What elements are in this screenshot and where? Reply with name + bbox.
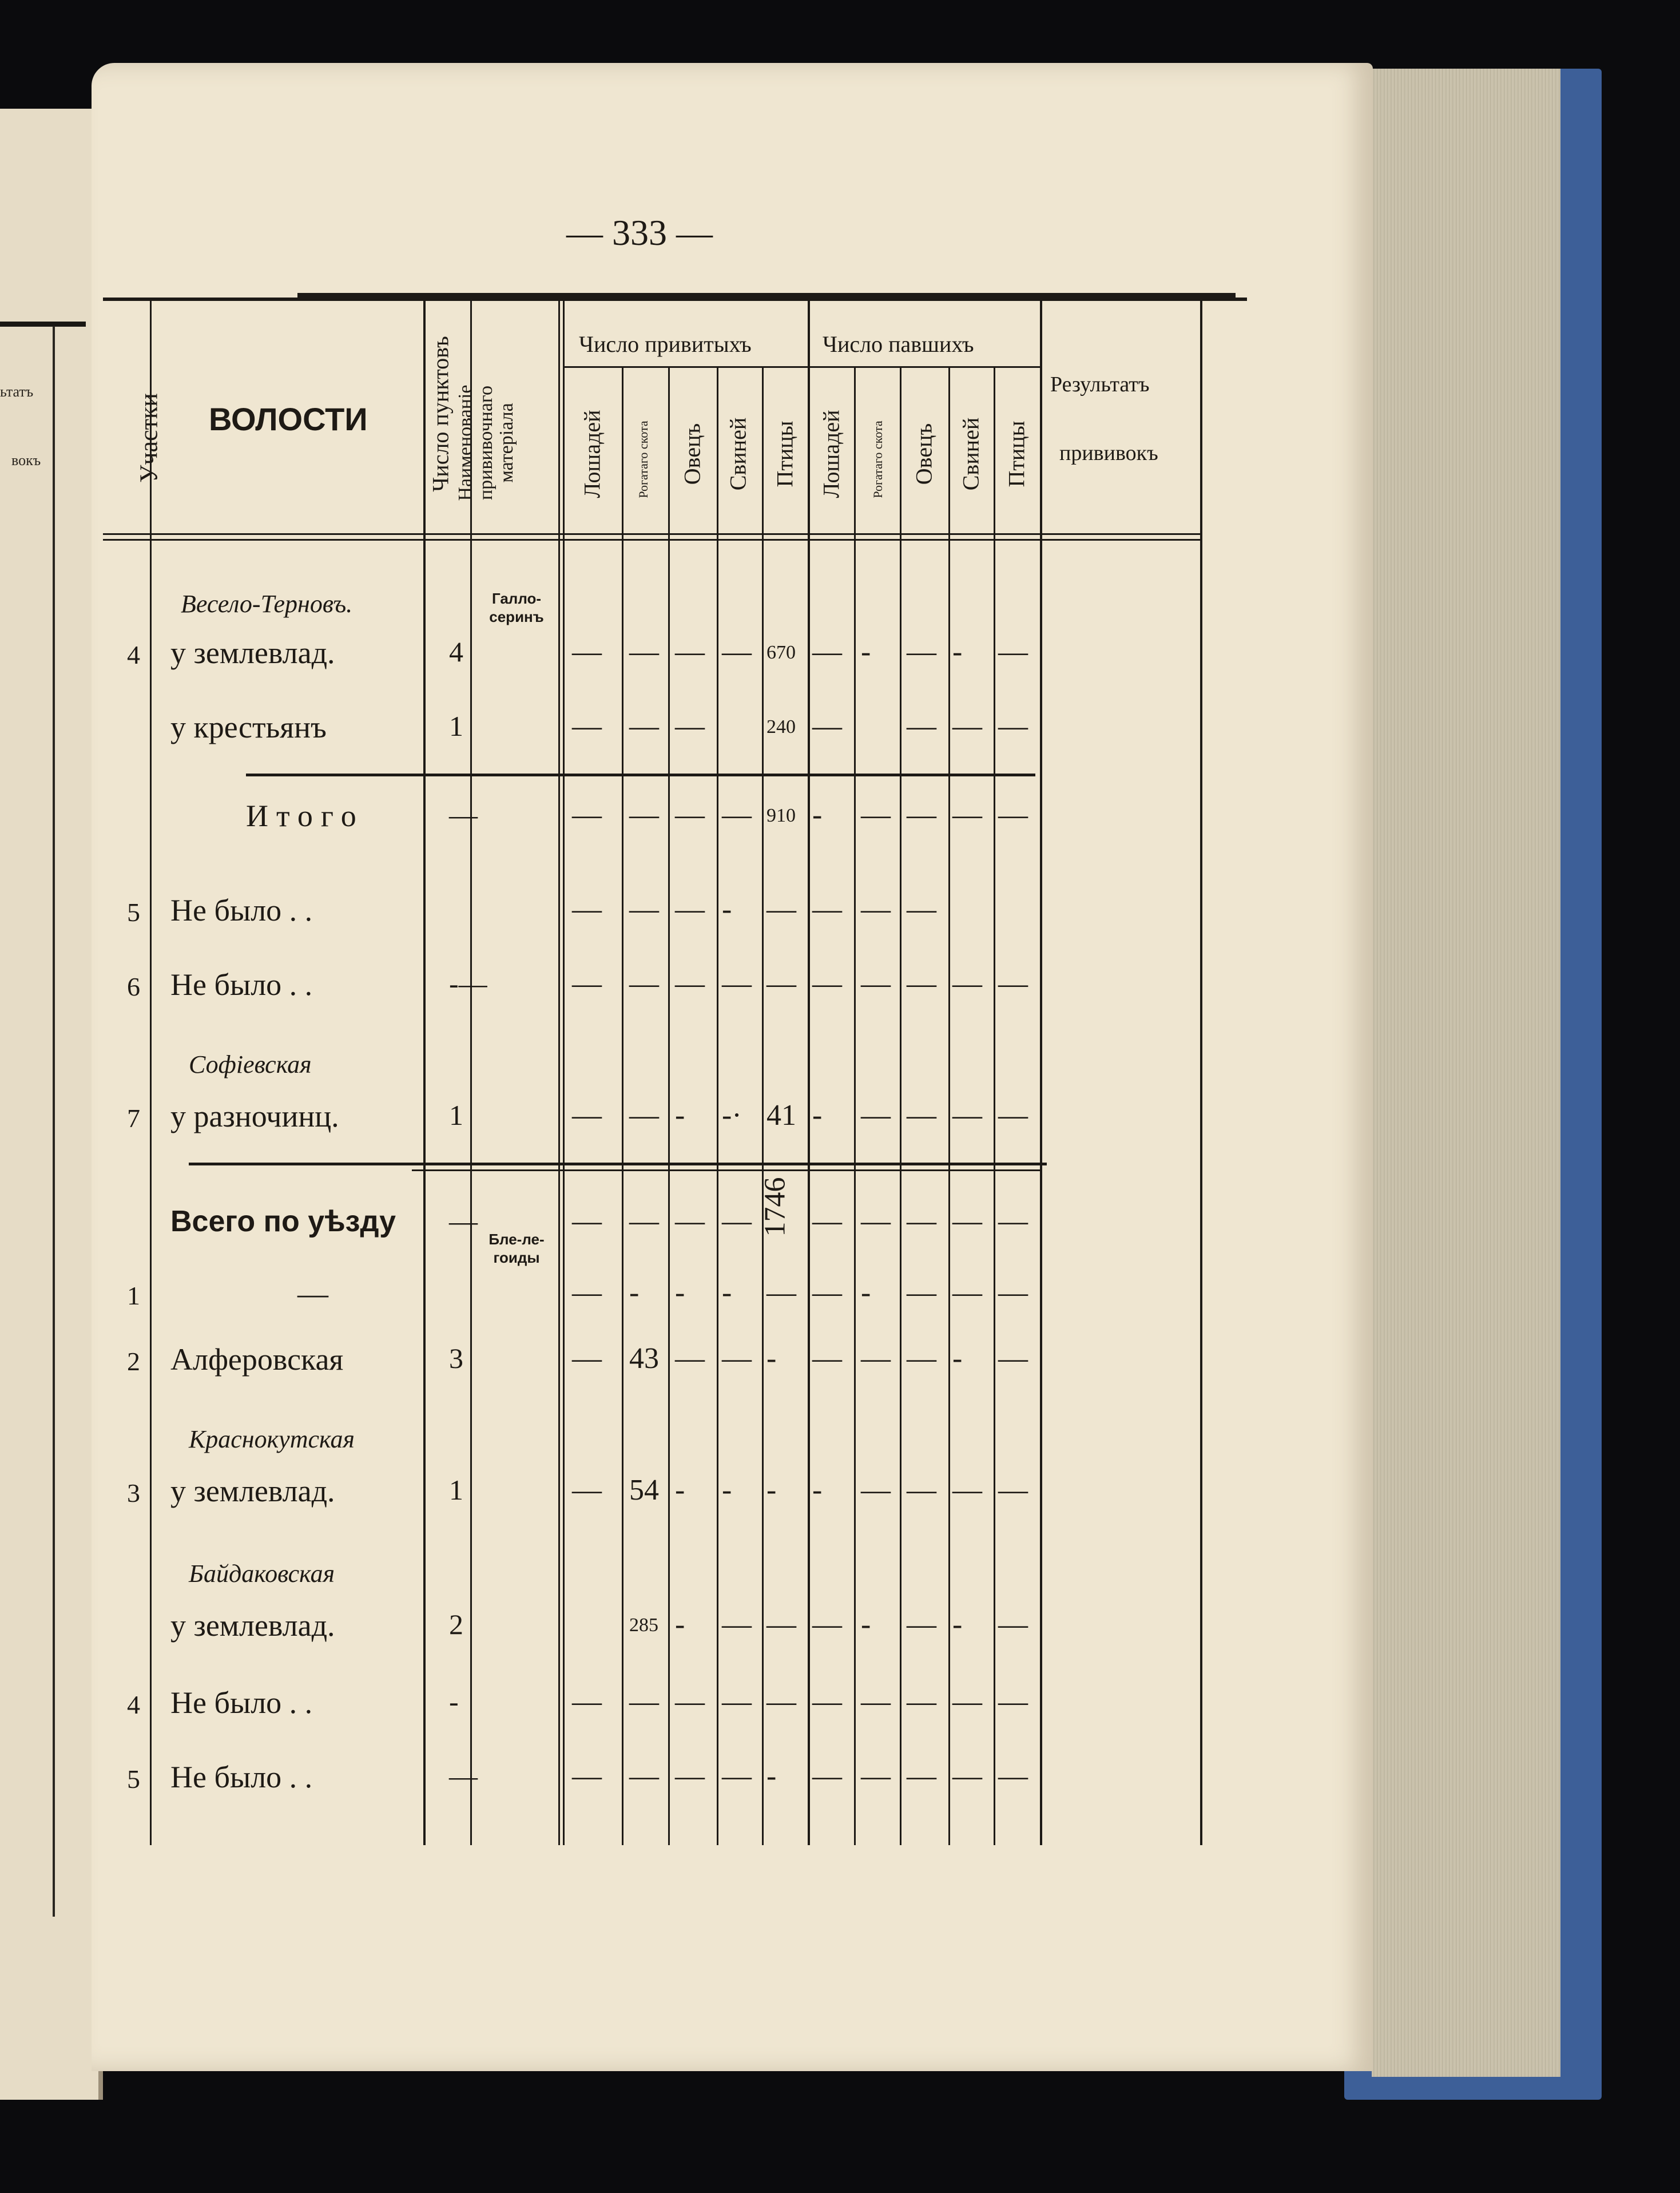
privit-value: — — [722, 1760, 752, 1793]
header-svinei-pav: Свиней — [958, 417, 984, 491]
pavshikh-value: — — [998, 1099, 1028, 1132]
punkty-count: 1 — [449, 1474, 463, 1506]
pavshikh-value: — — [998, 1474, 1028, 1506]
privit-value: — — [675, 1205, 705, 1238]
col-rule — [423, 300, 426, 1845]
row-label: Не было . . — [170, 1686, 313, 1720]
pavshikh-value: — — [998, 967, 1028, 1000]
row-number: 3 — [127, 1478, 140, 1508]
row-label: Итого — [246, 799, 364, 833]
privit-value: — — [629, 967, 659, 1000]
col-rule — [150, 300, 152, 1845]
header-ovets: Овецъ — [679, 423, 705, 485]
top-rule-thick — [297, 293, 1236, 299]
pavshikh-value: — — [952, 1276, 982, 1309]
pavshikh-value: — — [812, 710, 842, 743]
punkty-count: 3 — [449, 1342, 463, 1374]
pavshikh-value: — — [952, 710, 982, 743]
header-ptitsy: Птицы — [772, 421, 798, 487]
privit-value: — — [629, 893, 659, 926]
privit-value: — — [629, 1099, 659, 1132]
pavshikh-value: - — [812, 1474, 823, 1506]
privit-value: — — [629, 1686, 659, 1718]
privit-value: — — [675, 636, 705, 668]
punkty-count: -— — [449, 967, 487, 1000]
header-volosti: ВОЛОСТИ — [209, 401, 368, 437]
col-rule — [854, 366, 856, 1845]
pavshikh-value: - — [952, 1342, 963, 1375]
pavshikh-value: — — [998, 1205, 1028, 1238]
privit-value: - — [675, 1276, 685, 1309]
page-number: — 333 — — [566, 212, 713, 253]
privit-value: 54 — [629, 1474, 659, 1506]
pavshikh-value: — — [812, 1686, 842, 1718]
privit-value: — — [572, 1276, 602, 1309]
header-rezultat-2: прививокъ — [1059, 441, 1158, 465]
privit-value: — — [722, 967, 752, 1000]
pavshikh-value: — — [812, 893, 842, 926]
privit-value: — — [766, 1686, 796, 1718]
col-rule — [994, 366, 995, 1845]
col-rule — [1040, 300, 1042, 1845]
pavshikh-value: — — [998, 710, 1028, 743]
header-rogat-pav: Рогатаго скота — [871, 421, 885, 498]
pavshikh-value: — — [812, 1608, 842, 1641]
header-pavshikh: Число павшихъ — [823, 331, 974, 357]
section-rule — [412, 1169, 1041, 1171]
pavshikh-value: — — [907, 1474, 936, 1506]
privit-value: — — [572, 1205, 602, 1238]
privit-value: — — [629, 710, 659, 743]
privit-value: — — [766, 967, 796, 1000]
row-label: у землевлад. — [170, 1608, 335, 1643]
privit-value: — — [722, 1205, 752, 1238]
pavshikh-value: — — [861, 1686, 891, 1718]
privit-value: — — [629, 1760, 659, 1793]
header-rezultat-1: Результатъ — [1050, 372, 1150, 396]
privit-value: — — [766, 1608, 796, 1641]
volost-name: Софіевская — [189, 1050, 312, 1078]
privit-value: 41 — [766, 1099, 796, 1132]
pavshikh-value: - — [861, 1276, 871, 1309]
privit-value: - — [766, 1760, 777, 1793]
pavshikh-value: — — [907, 1686, 936, 1718]
row-number: 5 — [127, 898, 140, 927]
pavshikh-value: — — [952, 1474, 982, 1506]
pavshikh-value: - — [861, 636, 871, 668]
header-privitykh: Число привитыхъ — [579, 331, 752, 357]
pavshikh-value: — — [907, 1205, 936, 1238]
col-rule — [1200, 300, 1202, 1845]
group-rule — [563, 366, 1040, 368]
pavshikh-value: — — [952, 1760, 982, 1793]
col-rule — [808, 300, 810, 1845]
pavshikh-value: — — [861, 1099, 891, 1132]
row-label: у разночинц. — [170, 1099, 339, 1133]
pavshikh-value: — — [907, 799, 936, 831]
privit-value: — — [629, 636, 659, 668]
page-edges — [1372, 69, 1560, 2077]
punkty-count: — — [449, 1205, 478, 1237]
section-rule — [246, 774, 1035, 776]
privit-value: — — [572, 1760, 602, 1793]
header-rogat: Рогатаго скота — [636, 421, 650, 498]
pavshikh-value: — — [907, 1276, 936, 1309]
punkty-count: 1 — [449, 1099, 463, 1131]
pavshikh-value: — — [952, 967, 982, 1000]
row-number: 6 — [127, 972, 140, 1001]
privit-value: — — [572, 1099, 602, 1132]
punkty-count: 1 — [449, 710, 463, 742]
row-label: у крестьянъ — [170, 710, 327, 744]
privit-value: - — [722, 1474, 732, 1506]
privit-value: — — [572, 799, 602, 831]
row-label: Не было . . — [170, 967, 313, 1002]
row-label: у землевлад. — [170, 1474, 335, 1508]
material-name: Бле-ле-гоиды — [488, 1231, 545, 1266]
row-number: 5 — [127, 1764, 140, 1794]
privit-value: — — [675, 710, 705, 743]
pavshikh-value: - — [861, 1608, 871, 1641]
left-page-fragment: вокъ — [11, 452, 41, 469]
row-label: Алферовская — [170, 1342, 344, 1377]
privit-value: 1746 — [758, 1177, 792, 1237]
pavshikh-value: — — [907, 967, 936, 1000]
pavshikh-value: — — [952, 1686, 982, 1718]
col-rule — [470, 300, 472, 1845]
privit-value: - — [766, 1342, 777, 1375]
pavshikh-value: — — [907, 1099, 936, 1132]
pavshikh-value: - — [952, 1608, 963, 1641]
left-page-rule — [0, 322, 86, 327]
volost-name: Краснокутская — [189, 1425, 355, 1453]
header-ovets-pav: Овецъ — [911, 423, 937, 485]
privit-value: — — [722, 636, 752, 668]
privit-value: — — [675, 799, 705, 831]
row-number: 7 — [127, 1104, 140, 1133]
pavshikh-value: — — [998, 636, 1028, 668]
privit-value: 285 — [629, 1615, 658, 1636]
privit-value: — — [572, 636, 602, 668]
pavshikh-value: — — [812, 967, 842, 1000]
privit-value: — — [675, 967, 705, 1000]
privit-value: — — [572, 967, 602, 1000]
pavshikh-value: — — [861, 893, 891, 926]
privit-value: — — [572, 893, 602, 926]
col-rule — [558, 300, 560, 1845]
pavshikh-value: — — [861, 799, 891, 831]
left-page-fragment: ьтатъ — [0, 383, 34, 400]
row-label: Всего по уѣзду — [170, 1205, 396, 1238]
punkty-count: — — [449, 799, 478, 831]
pavshikh-value: — — [861, 1205, 891, 1238]
punkty-count: - — [449, 1686, 459, 1718]
privit-value: - — [629, 1276, 640, 1309]
header-chislo-punktov: Число пунктовъ — [427, 336, 454, 492]
privit-value: 910 — [766, 805, 796, 826]
pavshikh-value: — — [812, 1276, 842, 1309]
privit-value: — — [675, 893, 705, 926]
pavshikh-value: - — [952, 636, 963, 668]
row-label: Не было . . — [170, 893, 313, 927]
privit-value: — — [629, 1205, 659, 1238]
privit-value: — — [572, 1474, 602, 1506]
privit-value: — — [675, 1686, 705, 1718]
privit-value: - — [722, 893, 732, 926]
privit-value: — — [572, 710, 602, 743]
header-loshadei: Лошадей — [579, 410, 605, 498]
pavshikh-value: — — [907, 1342, 936, 1375]
col-rule — [762, 366, 764, 1845]
privit-value: 43 — [629, 1342, 659, 1375]
pavshikh-value: - — [812, 1099, 823, 1132]
material-name: Галло-серинъ — [489, 590, 544, 625]
header-loshadei-pav: Лошадей — [818, 410, 844, 498]
pavshikh-value: — — [998, 1608, 1028, 1641]
volost-name: Весело-Терновъ. — [181, 590, 353, 618]
row-number: 4 — [127, 640, 140, 669]
pavshikh-value: - — [812, 799, 823, 831]
pavshikh-value: — — [998, 1686, 1028, 1718]
punkty-count: 2 — [449, 1608, 463, 1640]
row-number: 1 — [127, 1281, 140, 1310]
privit-value: — — [722, 1686, 752, 1718]
pavshikh-value: — — [812, 1342, 842, 1375]
pavshikh-value: — — [861, 1760, 891, 1793]
header-naimenovanie: Наименованіе прививочнаго матеріала — [455, 384, 517, 501]
privit-value: - — [675, 1608, 685, 1641]
privit-value: - — [675, 1474, 685, 1506]
privit-value: — — [766, 1276, 796, 1309]
privit-value: - — [722, 1276, 732, 1309]
row-label: у землевлад. — [170, 636, 335, 670]
col-rule — [563, 300, 565, 1845]
header-ptitsy-pav: Птицы — [1003, 421, 1030, 487]
row-label: Не было . . — [170, 1760, 313, 1794]
pavshikh-value: — — [907, 636, 936, 668]
header-uchastki: Участки — [134, 393, 163, 483]
pavshikh-value: — — [907, 710, 936, 743]
header-rule — [103, 533, 1200, 535]
left-page-column-rule — [53, 326, 55, 1917]
pavshikh-value: — — [907, 1760, 936, 1793]
pavshikh-value: — — [998, 799, 1028, 831]
volost-name: Байдаковская — [189, 1560, 335, 1588]
pavshikh-value: — — [861, 967, 891, 1000]
pavshikh-value: — — [861, 1474, 891, 1506]
privit-value: — — [766, 893, 796, 926]
row-label: — — [297, 1276, 328, 1311]
pavshikh-value: — — [812, 1760, 842, 1793]
left-page — [0, 109, 103, 2100]
punkty-count: 4 — [449, 636, 463, 668]
pavshikh-value: — — [861, 1342, 891, 1375]
privit-value: - — [766, 1474, 777, 1506]
privit-value: — — [675, 1342, 705, 1375]
privit-value: — — [572, 1686, 602, 1718]
pavshikh-value: — — [998, 1276, 1028, 1309]
privit-value: — — [629, 799, 659, 831]
pavshikh-value: — — [952, 799, 982, 831]
section-rule — [189, 1163, 1047, 1165]
privit-value: — — [722, 1608, 752, 1641]
col-rule — [900, 366, 901, 1845]
pavshikh-value: — — [952, 1205, 982, 1238]
pavshikh-value: — — [907, 1608, 936, 1641]
pavshikh-value: — — [812, 1205, 842, 1238]
privit-value: — — [722, 1342, 752, 1375]
punkty-count: — — [449, 1760, 478, 1792]
header-svinei: Свиней — [725, 417, 751, 491]
pavshikh-value: — — [952, 1099, 982, 1132]
col-rule — [948, 366, 950, 1845]
privit-value: — — [722, 799, 752, 831]
row-number: 4 — [127, 1690, 140, 1719]
privit-value: 670 — [766, 642, 796, 663]
col-rule — [717, 366, 718, 1845]
col-rule — [668, 366, 670, 1845]
privit-value: — — [675, 1760, 705, 1793]
privit-value: -· — [722, 1099, 742, 1132]
pavshikh-value: — — [998, 1342, 1028, 1375]
pavshikh-value: — — [907, 893, 936, 926]
privit-value: — — [572, 1342, 602, 1375]
privit-value: 240 — [766, 716, 796, 737]
row-number: 2 — [127, 1347, 140, 1376]
pavshikh-value: — — [812, 636, 842, 668]
col-rule — [622, 366, 623, 1845]
header-rule — [103, 539, 1200, 541]
privit-value: - — [675, 1099, 685, 1132]
pavshikh-value: — — [998, 1760, 1028, 1793]
